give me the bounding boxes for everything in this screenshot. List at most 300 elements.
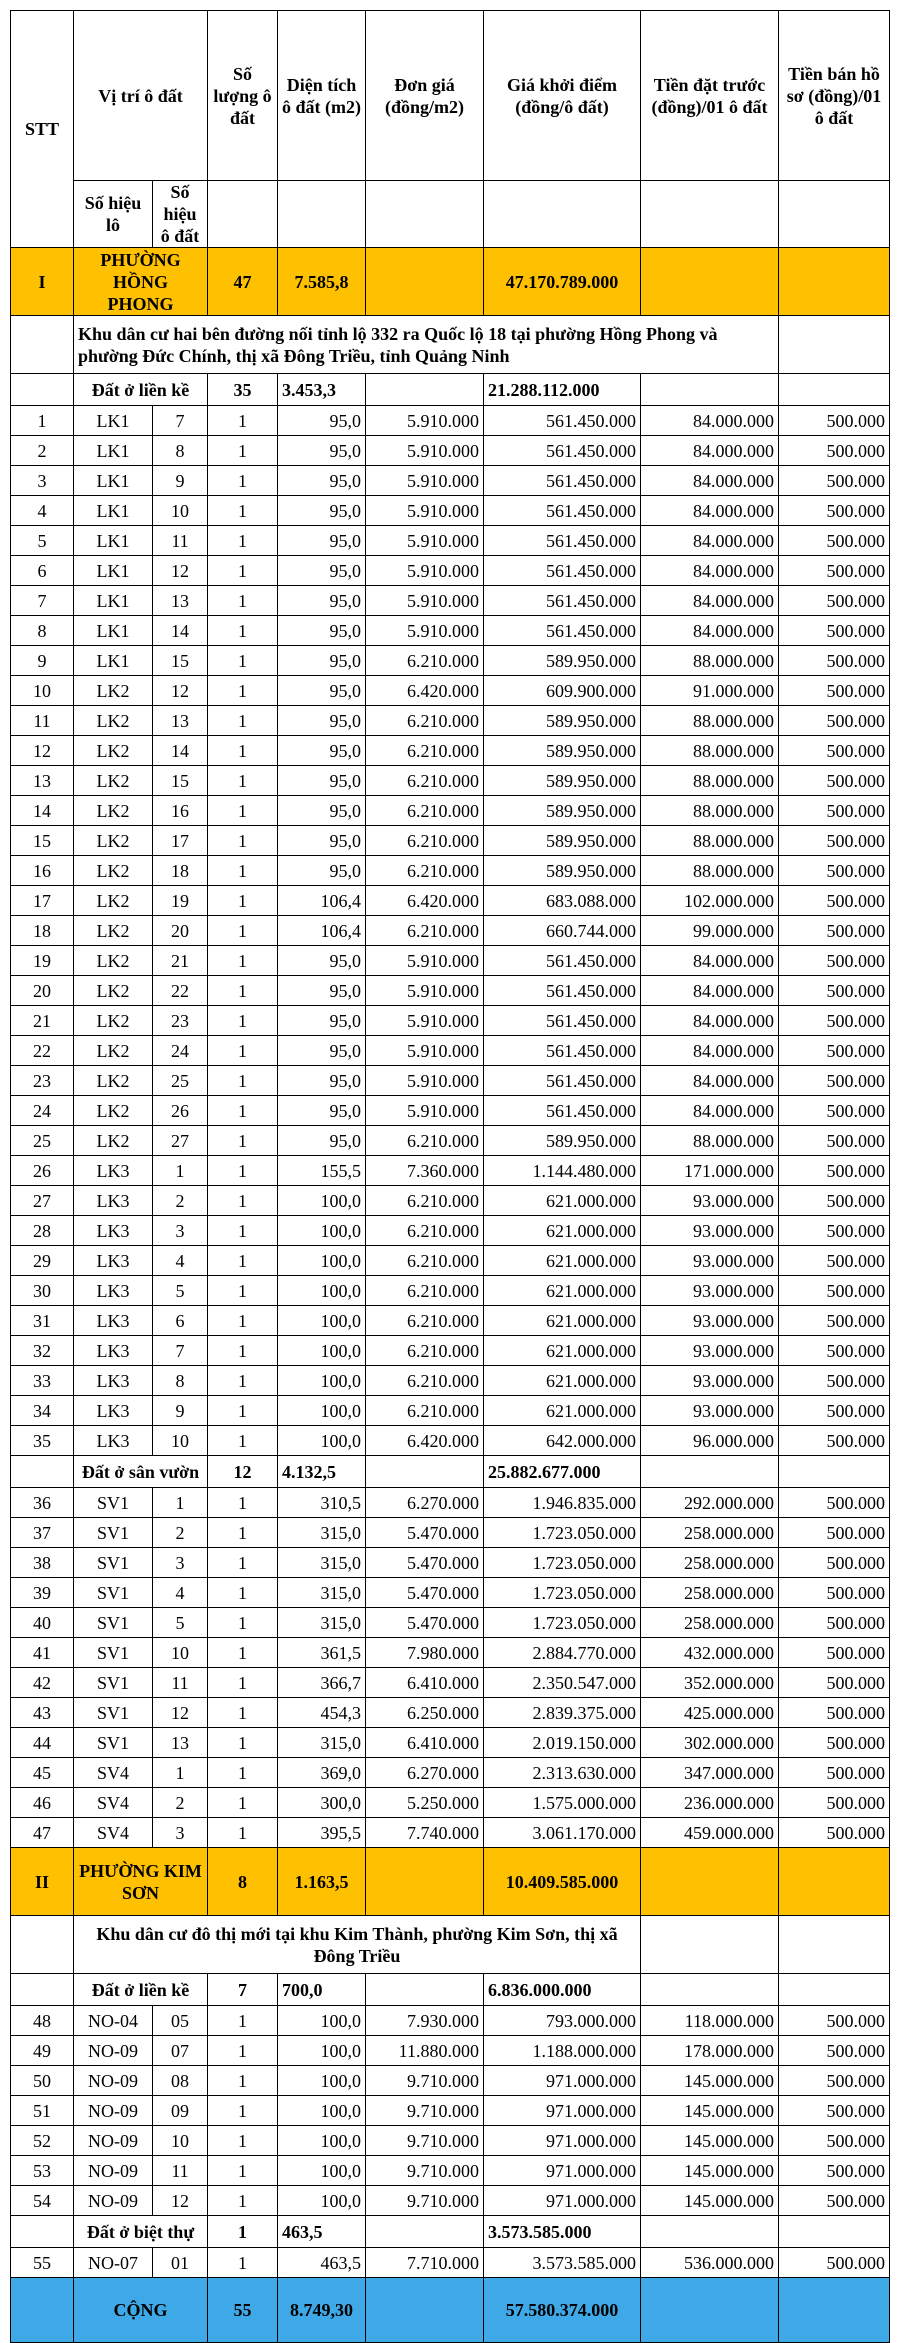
cell-stt: 21 bbox=[11, 1006, 74, 1036]
cell-empty bbox=[641, 1848, 779, 1916]
cell-fee: 500.000 bbox=[779, 1336, 890, 1366]
cell-start-price: 2.313.630.000 bbox=[484, 1758, 641, 1788]
table-row bbox=[11, 1006, 890, 1036]
ward-name: PHƯỜNG KIM SƠN bbox=[74, 1848, 208, 1916]
cell-start-price: 589.950.000 bbox=[484, 796, 641, 826]
cell-start-price: 971.000.000 bbox=[484, 2126, 641, 2156]
cell-count: 1 bbox=[208, 646, 278, 676]
cell-plot: 4 bbox=[153, 1578, 208, 1608]
cell-area: 95,0 bbox=[278, 646, 366, 676]
cell-count: 1 bbox=[208, 616, 278, 646]
cell-lot: LK3 bbox=[74, 1396, 153, 1426]
cell-unit-price: 5.910.000 bbox=[366, 1096, 484, 1126]
cell-unit-price: 5.910.000 bbox=[366, 526, 484, 556]
cell-plot: 11 bbox=[153, 1668, 208, 1698]
cell-stt: 4 bbox=[11, 496, 74, 526]
table-row bbox=[11, 1156, 890, 1186]
cell-stt: 49 bbox=[11, 2036, 74, 2066]
cell-stt: 47 bbox=[11, 1818, 74, 1848]
cell-count: 1 bbox=[208, 1186, 278, 1216]
cell-area: 100,0 bbox=[278, 2066, 366, 2096]
cell-area: 395,5 bbox=[278, 1818, 366, 1848]
ward-count: 47 bbox=[208, 248, 278, 316]
table-row bbox=[11, 856, 890, 886]
cell-plot: 13 bbox=[153, 586, 208, 616]
cell-unit-price: 6.210.000 bbox=[366, 766, 484, 796]
cell-count: 1 bbox=[208, 676, 278, 706]
cell-start-price: 1.723.050.000 bbox=[484, 1548, 641, 1578]
cell-start-price: 621.000.000 bbox=[484, 1276, 641, 1306]
cell-stt: 22 bbox=[11, 1036, 74, 1066]
cell-fee: 500.000 bbox=[779, 976, 890, 1006]
cell-unit-price: 11.880.000 bbox=[366, 2036, 484, 2066]
cell-fee: 500.000 bbox=[779, 436, 890, 466]
cell-unit-price: 6.270.000 bbox=[366, 1758, 484, 1788]
cell-plot: 11 bbox=[153, 526, 208, 556]
cell-deposit: 84.000.000 bbox=[641, 1006, 779, 1036]
table-row bbox=[11, 2186, 890, 2216]
cell-area: 100,0 bbox=[278, 1186, 366, 1216]
cell-count: 1 bbox=[208, 1698, 278, 1728]
table-row bbox=[11, 1336, 890, 1366]
cell-start-price: 621.000.000 bbox=[484, 1336, 641, 1366]
cell-area: 100,0 bbox=[278, 2096, 366, 2126]
cell-area: 95,0 bbox=[278, 526, 366, 556]
cell-stt: 9 bbox=[11, 646, 74, 676]
cell-start-price: 561.450.000 bbox=[484, 976, 641, 1006]
cell-count: 1 bbox=[208, 1728, 278, 1758]
total-row bbox=[11, 2278, 890, 2343]
cell-unit-price: 7.360.000 bbox=[366, 1156, 484, 1186]
total-area: 8.749,30 bbox=[278, 2278, 366, 2343]
table-row bbox=[11, 556, 890, 586]
cell-empty bbox=[779, 1848, 890, 1916]
header-plot-number: Số hiệu ô đất bbox=[153, 181, 208, 248]
cell-stt: 25 bbox=[11, 1126, 74, 1156]
cell-unit-price: 5.250.000 bbox=[366, 1788, 484, 1818]
cell-fee: 500.000 bbox=[779, 1006, 890, 1036]
cell-plot: 1 bbox=[153, 1758, 208, 1788]
cell-fee: 500.000 bbox=[779, 916, 890, 946]
cell-plot: 07 bbox=[153, 2036, 208, 2066]
cell-area: 315,0 bbox=[278, 1728, 366, 1758]
cell-start-price: 2.884.770.000 bbox=[484, 1638, 641, 1668]
cell-plot: 5 bbox=[153, 1608, 208, 1638]
cell-empty bbox=[366, 374, 484, 406]
cell-unit-price: 6.210.000 bbox=[366, 1216, 484, 1246]
table-row bbox=[11, 1608, 890, 1638]
group-start-price: 6.836.000.000 bbox=[484, 1974, 641, 2006]
cell-stt: 41 bbox=[11, 1638, 74, 1668]
cell-count: 1 bbox=[208, 1396, 278, 1426]
cell-start-price: 561.450.000 bbox=[484, 1036, 641, 1066]
cell-count: 1 bbox=[208, 946, 278, 976]
cell-count: 1 bbox=[208, 2248, 278, 2278]
cell-unit-price: 6.210.000 bbox=[366, 1246, 484, 1276]
cell-count: 1 bbox=[208, 886, 278, 916]
cell-deposit: 171.000.000 bbox=[641, 1156, 779, 1186]
cell-count: 1 bbox=[208, 2036, 278, 2066]
cell-stt: 42 bbox=[11, 1668, 74, 1698]
cell-fee: 500.000 bbox=[779, 1668, 890, 1698]
cell-lot: SV1 bbox=[74, 1638, 153, 1668]
cell-deposit: 536.000.000 bbox=[641, 2248, 779, 2278]
cell-count: 1 bbox=[208, 1758, 278, 1788]
cell-lot: NO-04 bbox=[74, 2006, 153, 2036]
cell-lot: SV1 bbox=[74, 1518, 153, 1548]
group-start-price: 25.882.677.000 bbox=[484, 1456, 641, 1488]
table-row bbox=[11, 2006, 890, 2036]
cell-fee: 500.000 bbox=[779, 856, 890, 886]
group-area: 700,0 bbox=[278, 1974, 366, 2006]
cell-deposit: 88.000.000 bbox=[641, 826, 779, 856]
cell-stt: 11 bbox=[11, 706, 74, 736]
cell-deposit: 88.000.000 bbox=[641, 736, 779, 766]
cell-area: 100,0 bbox=[278, 1306, 366, 1336]
cell-plot: 27 bbox=[153, 1126, 208, 1156]
cell-empty bbox=[11, 1974, 74, 2006]
cell-unit-price: 6.210.000 bbox=[366, 856, 484, 886]
total-count: 55 bbox=[208, 2278, 278, 2343]
cell-lot: LK3 bbox=[74, 1156, 153, 1186]
table-row bbox=[11, 676, 890, 706]
cell-fee: 500.000 bbox=[779, 766, 890, 796]
header-location: Vị trí ô đất bbox=[74, 11, 208, 181]
cell-fee: 500.000 bbox=[779, 1788, 890, 1818]
group-area: 3.453,3 bbox=[278, 374, 366, 406]
table-row bbox=[11, 1066, 890, 1096]
table-row bbox=[11, 1518, 890, 1548]
cell-lot: LK2 bbox=[74, 736, 153, 766]
cell-count: 1 bbox=[208, 1126, 278, 1156]
cell-lot: SV4 bbox=[74, 1758, 153, 1788]
header-deposit: Tiền đặt trước (đồng)/01 ô đất bbox=[641, 11, 779, 181]
cell-count: 1 bbox=[208, 1216, 278, 1246]
cell-unit-price: 9.710.000 bbox=[366, 2126, 484, 2156]
cell-area: 95,0 bbox=[278, 616, 366, 646]
cell-fee: 500.000 bbox=[779, 736, 890, 766]
cell-area: 95,0 bbox=[278, 706, 366, 736]
cell-count: 1 bbox=[208, 556, 278, 586]
cell-start-price: 561.450.000 bbox=[484, 1096, 641, 1126]
cell-fee: 500.000 bbox=[779, 1758, 890, 1788]
cell-area: 95,0 bbox=[278, 1036, 366, 1066]
cell-lot: LK1 bbox=[74, 496, 153, 526]
cell-start-price: 589.950.000 bbox=[484, 826, 641, 856]
cell-plot: 8 bbox=[153, 1366, 208, 1396]
cell-start-price: 2.350.547.000 bbox=[484, 1668, 641, 1698]
cell-lot: SV1 bbox=[74, 1668, 153, 1698]
cell-stt: 31 bbox=[11, 1306, 74, 1336]
cell-deposit: 93.000.000 bbox=[641, 1186, 779, 1216]
cell-lot: LK2 bbox=[74, 976, 153, 1006]
cell-area: 106,4 bbox=[278, 886, 366, 916]
cell-area: 100,0 bbox=[278, 2126, 366, 2156]
cell-empty bbox=[641, 374, 779, 406]
cell-count: 1 bbox=[208, 1578, 278, 1608]
cell-empty bbox=[779, 374, 890, 406]
cell-lot: LK3 bbox=[74, 1276, 153, 1306]
cell-unit-price: 5.910.000 bbox=[366, 436, 484, 466]
cell-plot: 10 bbox=[153, 2126, 208, 2156]
cell-unit-price: 9.710.000 bbox=[366, 2156, 484, 2186]
cell-lot: NO-07 bbox=[74, 2248, 153, 2278]
project-row bbox=[11, 1916, 890, 1974]
cell-lot: LK1 bbox=[74, 616, 153, 646]
cell-plot: 01 bbox=[153, 2248, 208, 2278]
cell-count: 1 bbox=[208, 2096, 278, 2126]
cell-unit-price: 6.210.000 bbox=[366, 736, 484, 766]
cell-plot: 13 bbox=[153, 1728, 208, 1758]
cell-stt: 48 bbox=[11, 2006, 74, 2036]
cell-fee: 500.000 bbox=[779, 1488, 890, 1518]
cell-area: 369,0 bbox=[278, 1758, 366, 1788]
cell-start-price: 609.900.000 bbox=[484, 676, 641, 706]
cell-fee: 500.000 bbox=[779, 2248, 890, 2278]
cell-count: 1 bbox=[208, 856, 278, 886]
cell-count: 1 bbox=[208, 1366, 278, 1396]
cell-fee: 500.000 bbox=[779, 1186, 890, 1216]
cell-fee: 500.000 bbox=[779, 676, 890, 706]
cell-fee: 500.000 bbox=[779, 1216, 890, 1246]
cell-area: 95,0 bbox=[278, 586, 366, 616]
group-row bbox=[11, 2216, 890, 2248]
cell-unit-price: 6.410.000 bbox=[366, 1728, 484, 1758]
cell-unit-price: 5.910.000 bbox=[366, 556, 484, 586]
cell-deposit: 93.000.000 bbox=[641, 1276, 779, 1306]
cell-unit-price: 5.910.000 bbox=[366, 976, 484, 1006]
cell-stt: 51 bbox=[11, 2096, 74, 2126]
cell-start-price: 589.950.000 bbox=[484, 706, 641, 736]
cell-area: 463,5 bbox=[278, 2248, 366, 2278]
cell-deposit: 258.000.000 bbox=[641, 1608, 779, 1638]
cell-count: 1 bbox=[208, 466, 278, 496]
cell-plot: 1 bbox=[153, 1156, 208, 1186]
cell-unit-price: 6.210.000 bbox=[366, 916, 484, 946]
cell-plot: 10 bbox=[153, 1426, 208, 1456]
cell-deposit: 459.000.000 bbox=[641, 1818, 779, 1848]
cell-stt: 45 bbox=[11, 1758, 74, 1788]
cell-lot: SV1 bbox=[74, 1488, 153, 1518]
cell-count: 1 bbox=[208, 1426, 278, 1456]
cell-stt: 46 bbox=[11, 1788, 74, 1818]
cell-stt: 6 bbox=[11, 556, 74, 586]
cell-stt: 26 bbox=[11, 1156, 74, 1186]
cell-lot: LK2 bbox=[74, 796, 153, 826]
cell-start-price: 589.950.000 bbox=[484, 856, 641, 886]
cell-fee: 500.000 bbox=[779, 1608, 890, 1638]
cell-stt: 52 bbox=[11, 2126, 74, 2156]
header-empty bbox=[484, 181, 641, 248]
cell-lot: LK2 bbox=[74, 676, 153, 706]
cell-fee: 500.000 bbox=[779, 1518, 890, 1548]
cell-unit-price: 5.910.000 bbox=[366, 586, 484, 616]
cell-count: 1 bbox=[208, 1246, 278, 1276]
cell-empty bbox=[366, 2278, 484, 2343]
cell-start-price: 3.573.585.000 bbox=[484, 2248, 641, 2278]
cell-deposit: 145.000.000 bbox=[641, 2096, 779, 2126]
cell-unit-price: 5.910.000 bbox=[366, 1036, 484, 1066]
cell-fee: 500.000 bbox=[779, 1578, 890, 1608]
cell-start-price: 621.000.000 bbox=[484, 1186, 641, 1216]
cell-area: 95,0 bbox=[278, 1096, 366, 1126]
cell-area: 100,0 bbox=[278, 1426, 366, 1456]
cell-unit-price: 5.910.000 bbox=[366, 1066, 484, 1096]
cell-empty bbox=[366, 1456, 484, 1488]
cell-fee: 500.000 bbox=[779, 1156, 890, 1186]
table-row bbox=[11, 616, 890, 646]
cell-start-price: 971.000.000 bbox=[484, 2066, 641, 2096]
cell-deposit: 93.000.000 bbox=[641, 1366, 779, 1396]
cell-unit-price: 6.210.000 bbox=[366, 1366, 484, 1396]
cell-start-price: 589.950.000 bbox=[484, 766, 641, 796]
cell-count: 1 bbox=[208, 2066, 278, 2096]
cell-fee: 500.000 bbox=[779, 2006, 890, 2036]
cell-plot: 3 bbox=[153, 1216, 208, 1246]
cell-start-price: 1.723.050.000 bbox=[484, 1578, 641, 1608]
cell-stt: 35 bbox=[11, 1426, 74, 1456]
cell-empty bbox=[11, 2216, 74, 2248]
cell-stt: 14 bbox=[11, 796, 74, 826]
table-row bbox=[11, 2126, 890, 2156]
cell-lot: SV1 bbox=[74, 1728, 153, 1758]
cell-plot: 4 bbox=[153, 1246, 208, 1276]
cell-area: 95,0 bbox=[278, 1006, 366, 1036]
cell-stt: 50 bbox=[11, 2066, 74, 2096]
cell-count: 1 bbox=[208, 1036, 278, 1066]
cell-fee: 500.000 bbox=[779, 2066, 890, 2096]
cell-plot: 12 bbox=[153, 676, 208, 706]
cell-count: 1 bbox=[208, 1066, 278, 1096]
cell-lot: SV1 bbox=[74, 1698, 153, 1728]
cell-start-price: 3.061.170.000 bbox=[484, 1818, 641, 1848]
table-row bbox=[11, 916, 890, 946]
cell-unit-price: 6.250.000 bbox=[366, 1698, 484, 1728]
table-row bbox=[11, 1818, 890, 1848]
cell-stt: 32 bbox=[11, 1336, 74, 1366]
cell-fee: 500.000 bbox=[779, 1096, 890, 1126]
cell-deposit: 258.000.000 bbox=[641, 1548, 779, 1578]
table-row bbox=[11, 1548, 890, 1578]
table-row bbox=[11, 706, 890, 736]
cell-plot: 3 bbox=[153, 1818, 208, 1848]
cell-stt: 37 bbox=[11, 1518, 74, 1548]
table-row bbox=[11, 2066, 890, 2096]
cell-lot: NO-09 bbox=[74, 2036, 153, 2066]
group-count: 12 bbox=[208, 1456, 278, 1488]
cell-lot: NO-09 bbox=[74, 2096, 153, 2126]
cell-plot: 20 bbox=[153, 916, 208, 946]
cell-plot: 2 bbox=[153, 1518, 208, 1548]
cell-area: 100,0 bbox=[278, 1366, 366, 1396]
cell-area: 366,7 bbox=[278, 1668, 366, 1698]
cell-stt: 53 bbox=[11, 2156, 74, 2186]
cell-unit-price: 7.740.000 bbox=[366, 1818, 484, 1848]
cell-lot: LK1 bbox=[74, 526, 153, 556]
cell-area: 361,5 bbox=[278, 1638, 366, 1668]
cell-lot: LK1 bbox=[74, 586, 153, 616]
cell-plot: 5 bbox=[153, 1276, 208, 1306]
ward-stt: I bbox=[11, 248, 74, 316]
cell-start-price: 561.450.000 bbox=[484, 556, 641, 586]
cell-deposit: 88.000.000 bbox=[641, 646, 779, 676]
cell-stt: 5 bbox=[11, 526, 74, 556]
total-label: CỘNG bbox=[74, 2278, 208, 2343]
table-row bbox=[11, 826, 890, 856]
cell-deposit: 302.000.000 bbox=[641, 1728, 779, 1758]
cell-start-price: 561.450.000 bbox=[484, 616, 641, 646]
cell-area: 315,0 bbox=[278, 1548, 366, 1578]
cell-area: 95,0 bbox=[278, 676, 366, 706]
cell-stt: 20 bbox=[11, 976, 74, 1006]
cell-lot: LK3 bbox=[74, 1216, 153, 1246]
cell-area: 100,0 bbox=[278, 1246, 366, 1276]
cell-stt: 1 bbox=[11, 406, 74, 436]
cell-area: 95,0 bbox=[278, 436, 366, 466]
cell-count: 1 bbox=[208, 1608, 278, 1638]
cell-lot: LK2 bbox=[74, 946, 153, 976]
cell-stt: 29 bbox=[11, 1246, 74, 1276]
cell-plot: 13 bbox=[153, 706, 208, 736]
cell-plot: 12 bbox=[153, 1698, 208, 1728]
cell-empty bbox=[366, 1848, 484, 1916]
cell-fee: 500.000 bbox=[779, 586, 890, 616]
table-row bbox=[11, 2156, 890, 2186]
cell-count: 1 bbox=[208, 1668, 278, 1698]
cell-lot: LK3 bbox=[74, 1246, 153, 1276]
cell-stt: 27 bbox=[11, 1186, 74, 1216]
cell-lot: LK1 bbox=[74, 436, 153, 466]
table-row bbox=[11, 1216, 890, 1246]
cell-plot: 10 bbox=[153, 496, 208, 526]
total-start-price: 57.580.374.000 bbox=[484, 2278, 641, 2343]
cell-count: 1 bbox=[208, 1096, 278, 1126]
cell-fee: 500.000 bbox=[779, 1036, 890, 1066]
cell-count: 1 bbox=[208, 496, 278, 526]
cell-deposit: 118.000.000 bbox=[641, 2006, 779, 2036]
cell-lot: LK2 bbox=[74, 856, 153, 886]
cell-lot: SV4 bbox=[74, 1788, 153, 1818]
cell-start-price: 971.000.000 bbox=[484, 2156, 641, 2186]
cell-deposit: 84.000.000 bbox=[641, 466, 779, 496]
cell-area: 310,5 bbox=[278, 1488, 366, 1518]
cell-stt: 18 bbox=[11, 916, 74, 946]
cell-deposit: 84.000.000 bbox=[641, 946, 779, 976]
cell-unit-price: 5.470.000 bbox=[366, 1608, 484, 1638]
cell-count: 1 bbox=[208, 406, 278, 436]
cell-plot: 17 bbox=[153, 826, 208, 856]
cell-deposit: 84.000.000 bbox=[641, 1036, 779, 1066]
cell-plot: 12 bbox=[153, 2186, 208, 2216]
cell-lot: LK2 bbox=[74, 1066, 153, 1096]
cell-deposit: 88.000.000 bbox=[641, 856, 779, 886]
cell-deposit: 93.000.000 bbox=[641, 1216, 779, 1246]
cell-plot: 24 bbox=[153, 1036, 208, 1066]
cell-fee: 500.000 bbox=[779, 2156, 890, 2186]
cell-count: 1 bbox=[208, 1306, 278, 1336]
land-auction-table bbox=[10, 10, 890, 2343]
cell-lot: LK2 bbox=[74, 1126, 153, 1156]
cell-count: 1 bbox=[208, 2006, 278, 2036]
cell-plot: 6 bbox=[153, 1306, 208, 1336]
table-row bbox=[11, 466, 890, 496]
table-row bbox=[11, 1366, 890, 1396]
cell-stt: 43 bbox=[11, 1698, 74, 1728]
cell-unit-price: 5.910.000 bbox=[366, 616, 484, 646]
cell-fee: 500.000 bbox=[779, 886, 890, 916]
cell-deposit: 347.000.000 bbox=[641, 1758, 779, 1788]
cell-empty bbox=[641, 1456, 779, 1488]
